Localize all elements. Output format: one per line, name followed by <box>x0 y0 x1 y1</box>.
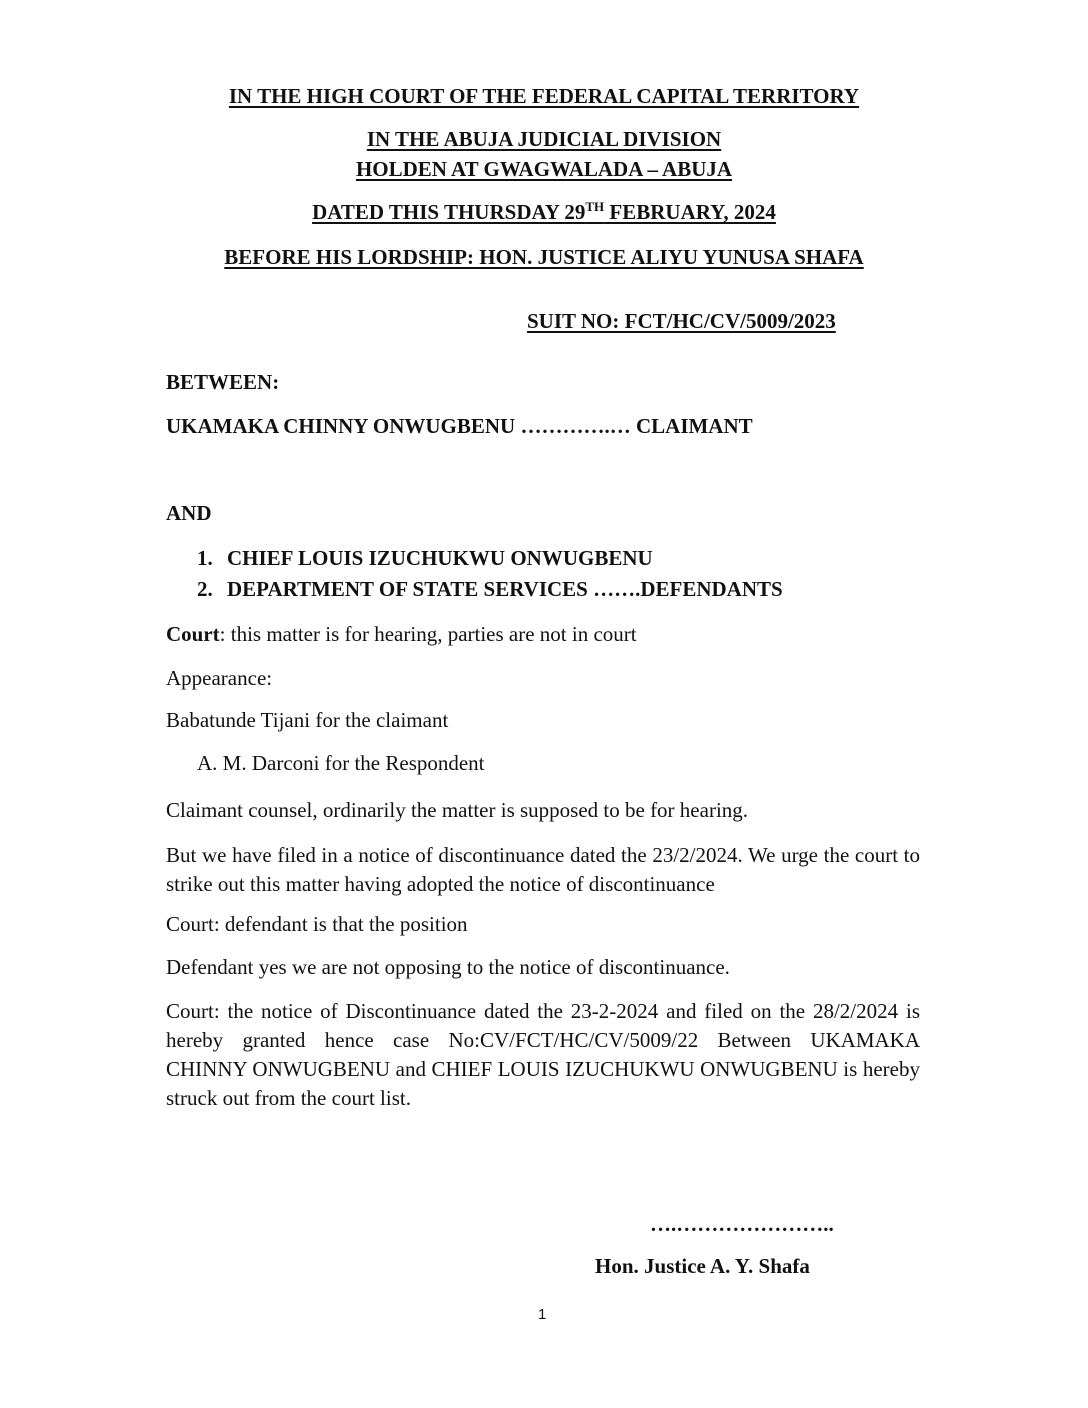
date-line <box>0 200 1088 225</box>
counsel-claimant: Babatunde Tijani for the claimant <box>166 708 449 732</box>
signature-dots: ….………………….. <box>650 1212 834 1236</box>
defendant-text: DEPARTMENT OF STATE SERVICES …….DEFENDANTS <box>227 577 783 601</box>
defendant-item <box>197 546 653 571</box>
court-remark: : this matter is for hearing, parties are not in court <box>219 622 637 646</box>
paragraph: But we have filed in a notice of discontinuance dated the 23/2/2024. We urge the court to strike out this matter having adopted the notice of discontinuance <box>166 843 920 896</box>
before-line <box>0 245 1088 270</box>
court-label: Court <box>166 622 220 646</box>
ruling-paragraph: Court: the notice of Discontinuance dated the 23-2-2024 and filed on the 28/2/2024 is hereby granted hence case No:CV/FCT/HC/CV/5009/22 Between UKAMAKA CHINNY ONWUGBENU and CHIEF LOUIS IZUCHUKWU ONWUGBENU is hereby struck out from the court list. <box>166 999 920 1110</box>
court-title <box>0 84 1088 109</box>
division-title-text: IN THE ABUJA JUDICIAL DIVISION <box>366 127 722 151</box>
signature-name: Hon. Justice A. Y. Shafa <box>595 1254 810 1278</box>
appearance-label: Appearance: <box>166 666 273 690</box>
date-suffix: FEBRUARY, 2024 <box>604 200 776 224</box>
defendant-number: 1. <box>197 546 213 570</box>
before-line-text: BEFORE HIS LORDSHIP: HON. JUSTICE ALIYU YUNUSA SHAFA <box>224 245 864 269</box>
counsel-respondent: A. M. Darconi for the Respondent <box>197 751 485 775</box>
page-number: 1 <box>538 1306 547 1323</box>
defendant-number: 2. <box>197 577 213 601</box>
and-label: AND <box>166 501 212 525</box>
defendant-item <box>197 577 783 602</box>
paragraph: Court: defendant is that the position <box>166 912 468 936</box>
suit-number: SUIT NO: FCT/HC/CV/5009/2023 <box>527 309 836 333</box>
claimant-line: UKAMAKA CHINNY ONWUGBENU ………….… CLAIMANT <box>166 414 753 438</box>
court-title-text: IN THE HIGH COURT OF THE FEDERAL CAPITAL TERRITORY <box>228 84 860 108</box>
division-title <box>0 127 1088 152</box>
date-prefix: DATED THIS THURSDAY 29 <box>312 200 586 224</box>
date-superscript: TH <box>585 199 605 214</box>
court-remark-line <box>166 622 637 647</box>
defendant-text: CHIEF LOUIS IZUCHUKWU ONWUGBENU <box>227 546 653 570</box>
paragraph: Claimant counsel, ordinarily the matter is supposed to be for hearing. <box>166 798 749 822</box>
holden-title <box>0 157 1088 182</box>
holden-title-text: HOLDEN AT GWAGWALADA – ABUJA <box>355 157 733 181</box>
between-label: BETWEEN: <box>166 370 280 394</box>
paragraph: Defendant yes we are not opposing to the notice of discontinuance. <box>166 955 730 979</box>
date-line-text <box>312 200 776 224</box>
